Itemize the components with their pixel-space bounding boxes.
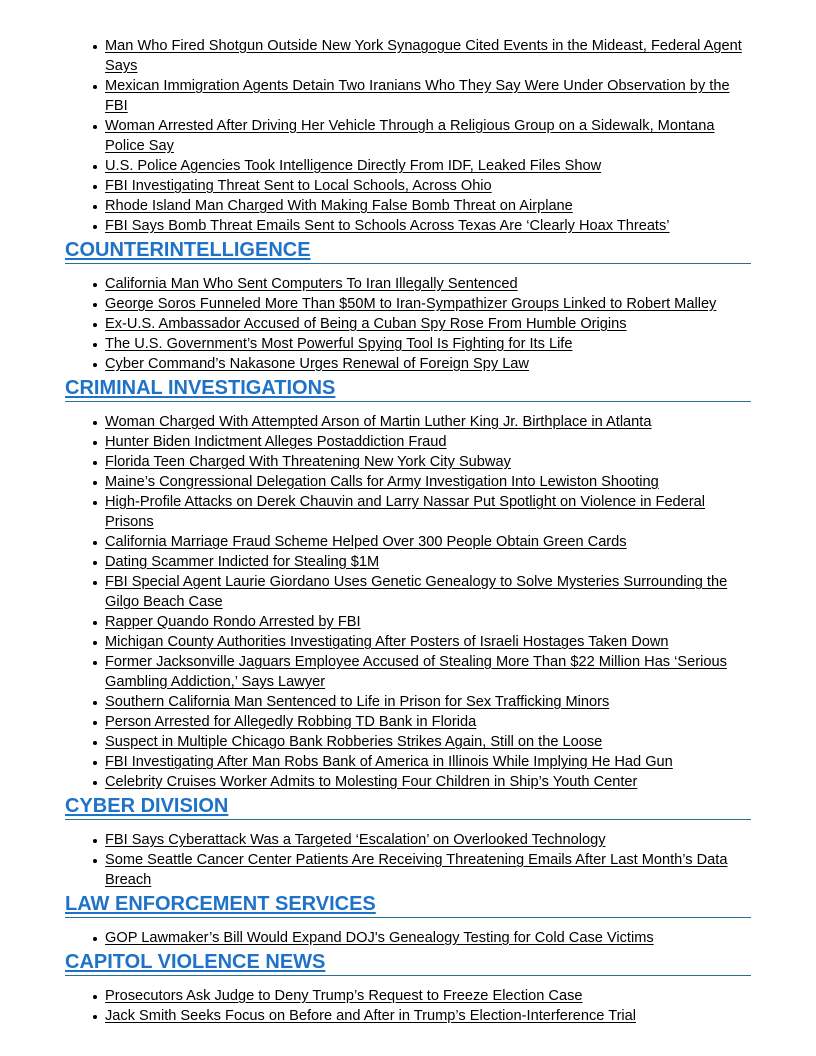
list-item xyxy=(105,156,751,176)
article-link[interactable]: Hunter Biden Indictment Alleges Postaddiction Fraud xyxy=(105,434,447,450)
article-link[interactable]: FBI Investigating Threat Sent to Local Schools, Across Ohio xyxy=(105,178,492,194)
section-heading-link[interactable]: CAPITOL VIOLENCE NEWS xyxy=(65,951,326,973)
list-item xyxy=(105,712,751,732)
list-item xyxy=(105,692,751,712)
section-cyber-division xyxy=(65,792,751,890)
article-link[interactable]: FBI Says Cyberattack Was a Targeted ‘Escalation’ on Overlooked Technology xyxy=(105,832,606,848)
section-heading xyxy=(65,374,751,402)
list-item xyxy=(105,850,751,890)
list-item xyxy=(105,314,751,334)
list-item xyxy=(105,294,751,314)
list-item xyxy=(105,986,751,1006)
section-news-list xyxy=(65,264,751,374)
section-counterintelligence xyxy=(65,236,751,374)
section-heading-link[interactable]: CRIMINAL INVESTIGATIONS xyxy=(65,377,336,399)
section-heading-link[interactable]: CYBER DIVISION xyxy=(65,795,229,817)
section-capitol-violence-news xyxy=(65,948,751,1026)
list-item xyxy=(105,830,751,850)
article-link[interactable]: Some Seattle Cancer Center Patients Are Receiving Threatening Emails After Last Month’s Data Breach xyxy=(105,852,728,888)
article-link[interactable]: George Soros Funneled More Than $50M to Iran-Sympathizer Groups Linked to Robert Malley xyxy=(105,296,717,312)
list-item xyxy=(105,216,751,236)
section-law-enforcement-services xyxy=(65,890,751,948)
article-link[interactable]: Celebrity Cruises Worker Admits to Molesting Four Children in Ship’s Youth Center xyxy=(105,774,638,790)
list-item xyxy=(105,334,751,354)
article-link[interactable]: Former Jacksonville Jaguars Employee Accused of Stealing More Than $22 Million Has ‘Serious Gambling Addiction,’ Says Lawyer xyxy=(105,654,727,690)
list-item xyxy=(105,772,751,792)
list-item xyxy=(105,196,751,216)
section-heading-link[interactable]: LAW ENFORCEMENT SERVICES xyxy=(65,893,376,915)
list-item xyxy=(105,274,751,294)
article-link[interactable]: Maine’s Congressional Delegation Calls for Army Investigation Into Lewiston Shooting xyxy=(105,474,659,490)
section-heading xyxy=(65,236,751,264)
list-item xyxy=(105,572,751,612)
list-item xyxy=(105,354,751,374)
list-item xyxy=(105,76,751,116)
list-item xyxy=(105,552,751,572)
list-item xyxy=(105,532,751,552)
list-item xyxy=(105,492,751,532)
list-item xyxy=(105,432,751,452)
list-item xyxy=(105,176,751,196)
intro-news-list xyxy=(65,36,751,236)
article-link[interactable]: High-Profile Attacks on Derek Chauvin and Larry Nassar Put Spotlight on Violence in Federal Prisons xyxy=(105,494,706,530)
article-link[interactable]: FBI Investigating After Man Robs Bank of America in Illinois While Implying He Had Gun xyxy=(105,754,673,770)
article-link[interactable]: Woman Arrested After Driving Her Vehicle Through a Religious Group on a Sidewalk, Montana Police Say xyxy=(105,118,715,154)
article-link[interactable]: The U.S. Government’s Most Powerful Spying Tool Is Fighting for Its Life xyxy=(105,336,573,352)
article-link[interactable]: FBI Special Agent Laurie Giordano Uses Genetic Genealogy to Solve Mysteries Surrounding the Gilgo Beach Case xyxy=(105,574,728,610)
article-link[interactable]: California Marriage Fraud Scheme Helped Over 300 People Obtain Green Cards xyxy=(105,534,627,550)
article-link[interactable]: Rhode Island Man Charged With Making False Bomb Threat on Airplane xyxy=(105,198,573,214)
article-link[interactable]: Prosecutors Ask Judge to Deny Trump’s Request to Freeze Election Case xyxy=(105,988,583,1004)
article-link[interactable]: Cyber Command’s Nakasone Urges Renewal of Foreign Spy Law xyxy=(105,356,529,372)
news-sections xyxy=(65,236,751,1026)
article-link[interactable]: Rapper Quando Rondo Arrested by FBI xyxy=(105,614,361,630)
article-link[interactable]: Jack Smith Seeks Focus on Before and After in Trump’s Election-Interference Trial xyxy=(105,1008,637,1024)
list-item xyxy=(105,612,751,632)
article-link[interactable]: Person Arrested for Allegedly Robbing TD Bank in Florida xyxy=(105,714,477,730)
list-item xyxy=(105,752,751,772)
article-link[interactable]: California Man Who Sent Computers To Iran Illegally Sentenced xyxy=(105,276,518,292)
section-news-list xyxy=(65,820,751,890)
list-item xyxy=(105,452,751,472)
news-digest xyxy=(65,36,751,1026)
section-criminal-investigations xyxy=(65,374,751,792)
section-news-list xyxy=(65,402,751,792)
list-item xyxy=(105,1006,751,1026)
article-link[interactable]: Man Who Fired Shotgun Outside New York Synagogue Cited Events in the Mideast, Federal Agent Says xyxy=(105,38,742,74)
article-link[interactable]: Mexican Immigration Agents Detain Two Iranians Who They Say Were Under Observation by the FBI xyxy=(105,78,730,114)
list-item xyxy=(105,116,751,156)
section-news-list xyxy=(65,918,751,948)
article-link[interactable]: U.S. Police Agencies Took Intelligence Directly From IDF, Leaked Files Show xyxy=(105,158,602,174)
list-item xyxy=(105,652,751,692)
section-heading xyxy=(65,792,751,820)
list-item xyxy=(105,632,751,652)
article-link[interactable]: Woman Charged With Attempted Arson of Martin Luther King Jr. Birthplace in Atlanta xyxy=(105,414,652,430)
list-item xyxy=(105,36,751,76)
article-link[interactable]: Florida Teen Charged With Threatening New York City Subway xyxy=(105,454,511,470)
article-link[interactable]: GOP Lawmaker’s Bill Would Expand DOJ's Genealogy Testing for Cold Case Victims xyxy=(105,930,654,946)
article-link[interactable]: Southern California Man Sentenced to Life in Prison for Sex Trafficking Minors xyxy=(105,694,610,710)
article-link[interactable]: Suspect in Multiple Chicago Bank Robberies Strikes Again, Still on the Loose xyxy=(105,734,603,750)
section-heading xyxy=(65,890,751,918)
article-link[interactable]: Dating Scammer Indicted for Stealing $1M xyxy=(105,554,380,570)
list-item xyxy=(105,412,751,432)
list-item xyxy=(105,472,751,492)
list-item xyxy=(105,732,751,752)
section-news-list xyxy=(65,976,751,1026)
article-link[interactable]: FBI Says Bomb Threat Emails Sent to Schools Across Texas Are ‘Clearly Hoax Threats’ xyxy=(105,218,670,234)
article-link[interactable]: Michigan County Authorities Investigating After Posters of Israeli Hostages Taken Down xyxy=(105,634,669,650)
list-item xyxy=(105,928,751,948)
section-heading-link[interactable]: COUNTERINTELLIGENCE xyxy=(65,239,311,261)
article-link[interactable]: Ex-U.S. Ambassador Accused of Being a Cuban Spy Rose From Humble Origins xyxy=(105,316,627,332)
section-heading xyxy=(65,948,751,976)
